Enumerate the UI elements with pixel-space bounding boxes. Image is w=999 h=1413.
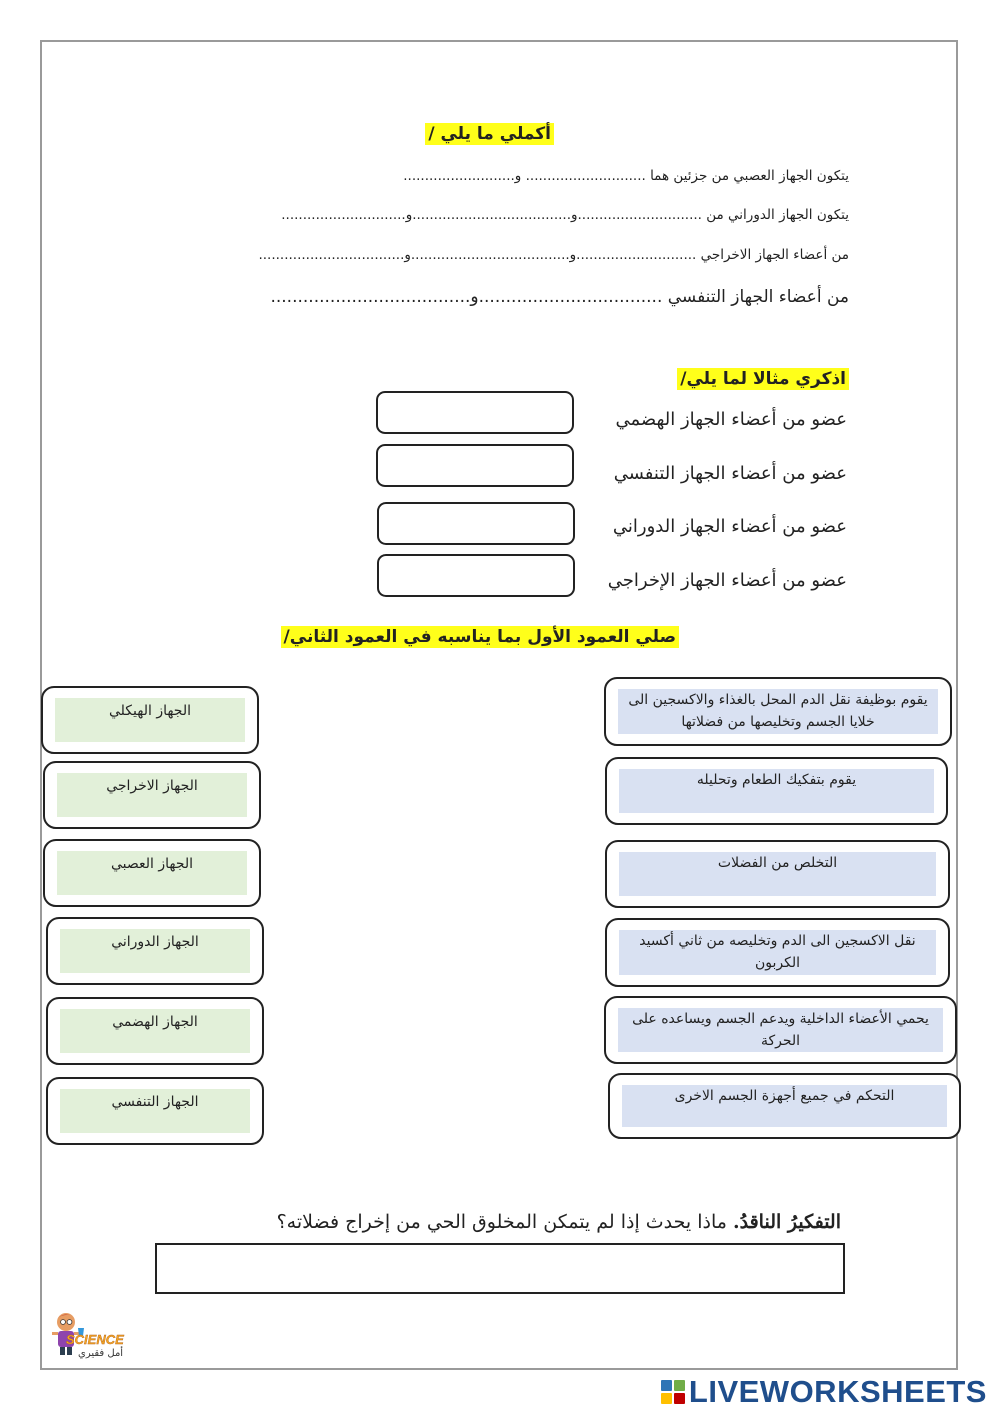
match-left-skeletal[interactable] [41, 686, 259, 754]
logo-author: أمل فقيري [78, 1348, 124, 1359]
match-right-label: التحكم في جميع أجهزة الجسم الاخرى [622, 1085, 947, 1127]
section3-heading: صلي العمود الأول بما يناسبه في العمود الثاني/ [281, 626, 679, 648]
match-left-excretory[interactable] [43, 761, 261, 829]
example-question-3: عضو من أعضاء الجهاز الدوراني [612, 516, 847, 537]
answer-box-digestive[interactable] [376, 391, 574, 434]
section2-heading: اذكري مثالا لما يلي/ [677, 368, 849, 390]
match-right-3[interactable] [605, 840, 950, 908]
liveworksheets-text: LIVEWORKSHEETS [688, 1374, 987, 1409]
example-question-4: عضو من أعضاء الجهاز الإخراجي [607, 570, 847, 591]
match-right-label: التخلص من الفضلات [619, 852, 936, 896]
match-right-4[interactable] [605, 918, 950, 987]
match-left-respiratory[interactable] [46, 1077, 264, 1145]
match-left-label: الجهاز الاخراجي [57, 773, 247, 817]
match-right-label: يحمي الأعضاء الداخلية ويدعم الجسم ويساعده على الحركة [618, 1008, 943, 1052]
critical-thinking-text: ماذا يحدث إذا لم يتمكن المخلوق الحي من إخراج فضلاته؟ [276, 1211, 727, 1233]
match-left-label: الجهاز الهضمي [60, 1009, 250, 1053]
match-left-label: الجهاز التنفسي [60, 1089, 250, 1133]
critical-thinking-question [277, 1211, 841, 1233]
answer-box-excretory[interactable] [377, 554, 575, 597]
match-right-2[interactable] [605, 757, 948, 825]
fill-line-2: يتكون الجهاز الدوراني من .............................و.....................................و............................. [281, 207, 849, 223]
match-left-circulatory[interactable] [46, 917, 264, 985]
match-right-6[interactable] [608, 1073, 961, 1139]
match-left-label: الجهاز الهيكلي [55, 698, 245, 742]
fill-line-4: من أعضاء الجهاز التنفسي ..................................و..................................... [270, 287, 849, 307]
fill-line-3: من أعضاء الجهاز الاخراجي ............................و.....................................و.................................. [258, 247, 849, 263]
match-left-digestive[interactable] [46, 997, 264, 1065]
liveworksheets-logo-icon [661, 1380, 685, 1404]
match-right-1[interactable] [604, 677, 952, 746]
match-right-label: يقوم بوظيفة نقل الدم المحل بالغذاء والاكسجين الى خلايا الجسم وتخليصها من فضلاتها [618, 689, 938, 734]
match-right-label: يقوم بتفكيك الطعام وتحليله [619, 769, 934, 813]
liveworksheets-brand[interactable] [661, 1374, 987, 1410]
answer-box-respiratory[interactable] [376, 444, 574, 487]
example-question-1: عضو من أعضاء الجهاز الهضمي [615, 409, 847, 430]
match-right-5[interactable] [604, 996, 957, 1064]
match-right-label: نقل الاكسجين الى الدم وتخليصه من ثاني أكسيد الكربون [619, 930, 936, 975]
answer-box-circulatory[interactable] [377, 502, 575, 545]
fill-line-1: يتكون الجهاز العصبي من جزئين هما ............................ و.......................... [403, 168, 849, 184]
logo-word: SCIENCE [66, 1332, 124, 1347]
example-question-2: عضو من أعضاء الجهاز التنفسي [613, 463, 847, 484]
match-left-label: الجهاز العصبي [57, 851, 247, 895]
critical-thinking-label: التفكيرُ الناقدُ. [733, 1211, 841, 1233]
match-left-label: الجهاز الدوراني [60, 929, 250, 973]
section1-heading: أكملي ما يلي / [425, 123, 554, 145]
match-left-nervous[interactable] [43, 839, 261, 907]
critical-answer-box[interactable] [155, 1243, 845, 1294]
science-logo [44, 1310, 140, 1362]
